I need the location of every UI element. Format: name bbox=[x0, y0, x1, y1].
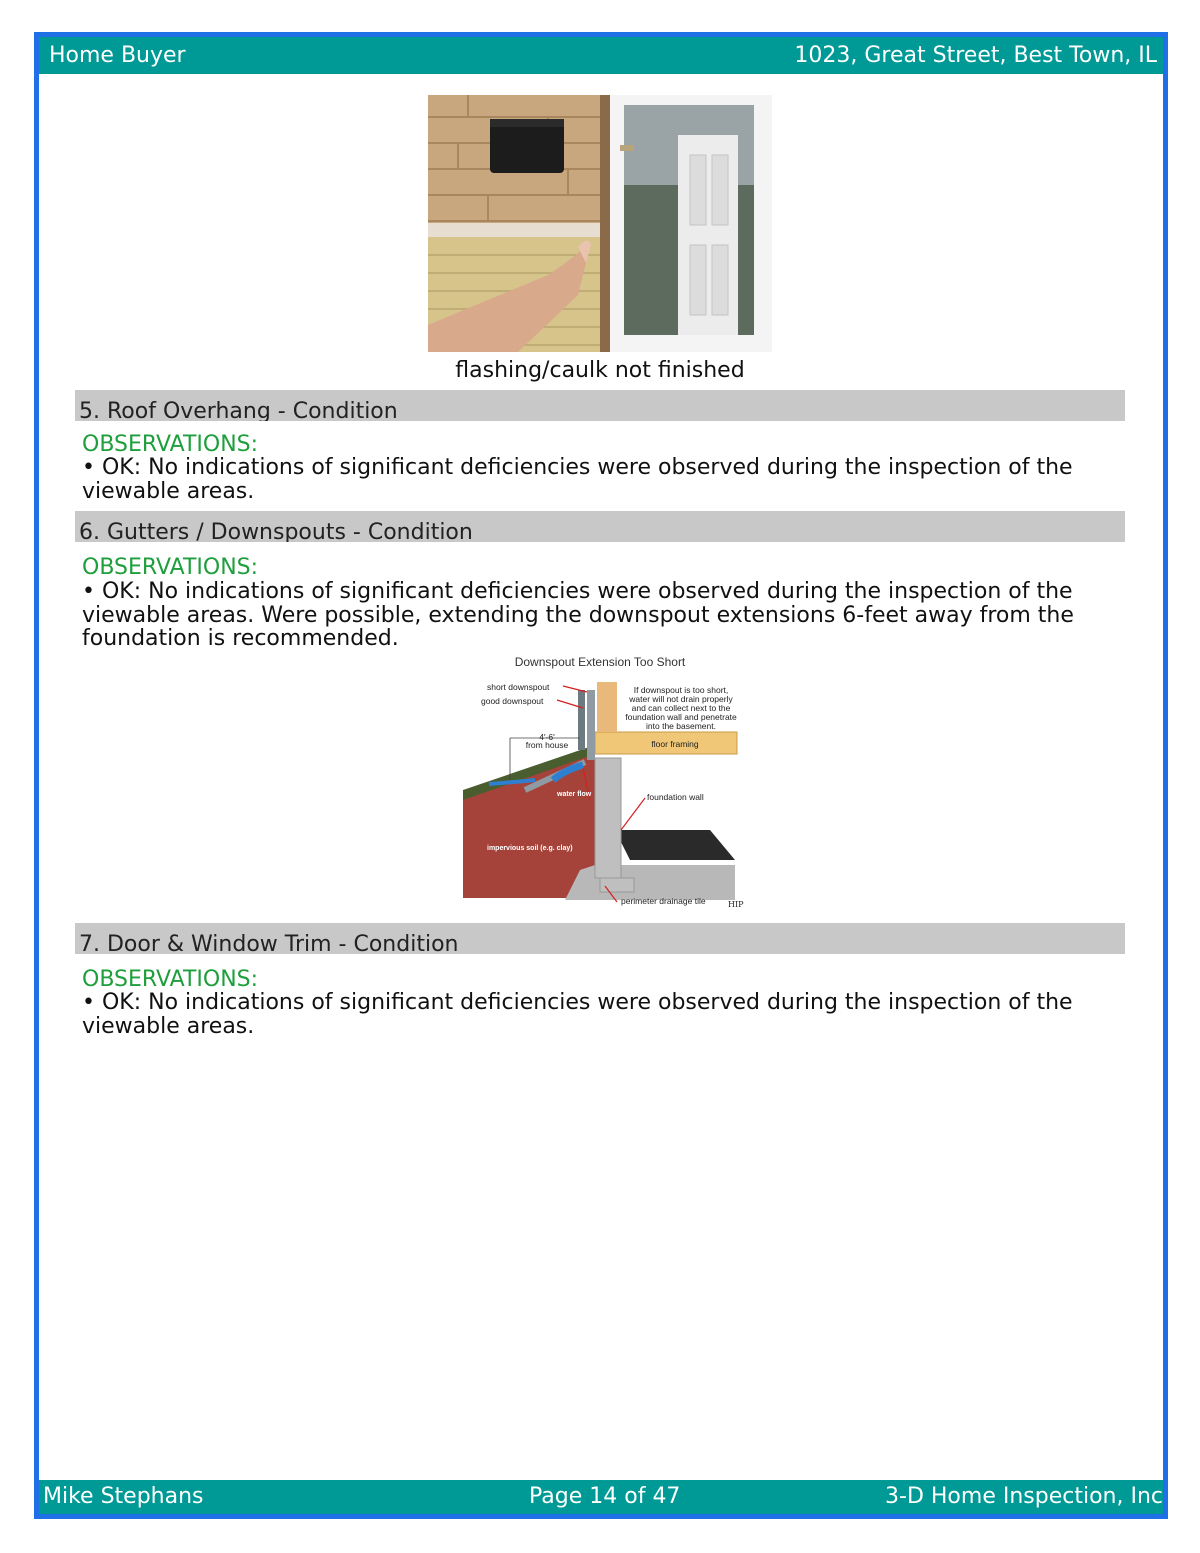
label-foundation-wall: foundation wall bbox=[647, 792, 704, 802]
diagram-brand: HIP bbox=[728, 900, 744, 909]
label-impervious-soil: impervious soil (e.g. clay) bbox=[487, 845, 573, 852]
label-good-downspout: good downspout bbox=[481, 696, 544, 706]
label-water-flow: water flow bbox=[557, 791, 592, 798]
header-client: Home Buyer bbox=[49, 43, 186, 68]
footer-company: 3-D Home Inspection, Inc bbox=[885, 1484, 1163, 1509]
footer-page-number: Page 14 of 47 bbox=[529, 1484, 681, 1509]
observations-text: • OK: No indications of significant deficiencies were observed during the inspection of the viewable areas. bbox=[82, 455, 1073, 504]
label-distance: 4'-6' bbox=[539, 732, 555, 742]
page-footer bbox=[39, 1480, 1163, 1514]
label-drainage-tile: perimeter drainage tile bbox=[621, 896, 706, 906]
footer-inspector: Mike Stephans bbox=[43, 1484, 204, 1509]
section-roof-overhang-header: 5. Roof Overhang - Condition bbox=[75, 390, 1125, 421]
observations-text: • OK: No indications of significant deficiencies were observed during the inspection of the viewable areas. bbox=[82, 990, 1073, 1039]
label-floor-framing: floor framing bbox=[651, 739, 699, 749]
photo-flashing-caulk bbox=[428, 95, 772, 352]
label-distance: from house bbox=[525, 740, 569, 750]
diagram-note: into the basement. bbox=[646, 721, 716, 731]
diagram-title: Downspout Extension Too Short bbox=[514, 655, 686, 669]
observations-heading: OBSERVATIONS: bbox=[82, 967, 259, 992]
header-address: 1023, Great Street, Best Town, IL bbox=[794, 43, 1157, 68]
observations-heading: OBSERVATIONS: bbox=[82, 555, 259, 580]
diagram-note: water will not drain properly bbox=[629, 694, 733, 704]
observations-heading: OBSERVATIONS: bbox=[82, 432, 259, 457]
downspout-diagram bbox=[455, 650, 755, 915]
photo-caption: flashing/caulk not finished bbox=[455, 358, 745, 383]
section-door-window-trim-header: 7. Door & Window Trim - Condition bbox=[75, 923, 1125, 954]
diagram-note: If downspout is too short, bbox=[633, 685, 729, 695]
section-gutters-downspouts-header: 6. Gutters / Downspouts - Condition bbox=[75, 511, 1125, 542]
label-short-downspout: short downspout bbox=[487, 682, 550, 692]
page-header bbox=[39, 37, 1163, 74]
diagram-note: and can collect next to the bbox=[631, 703, 731, 713]
diagram-note: foundation wall and penetrate bbox=[625, 712, 737, 722]
observations-text: • OK: No indications of significant deficiencies were observed during the inspection of the viewable areas. Were possible, extending the downspout extensions 6-feet away from the foundation is recommended. bbox=[82, 579, 1074, 651]
